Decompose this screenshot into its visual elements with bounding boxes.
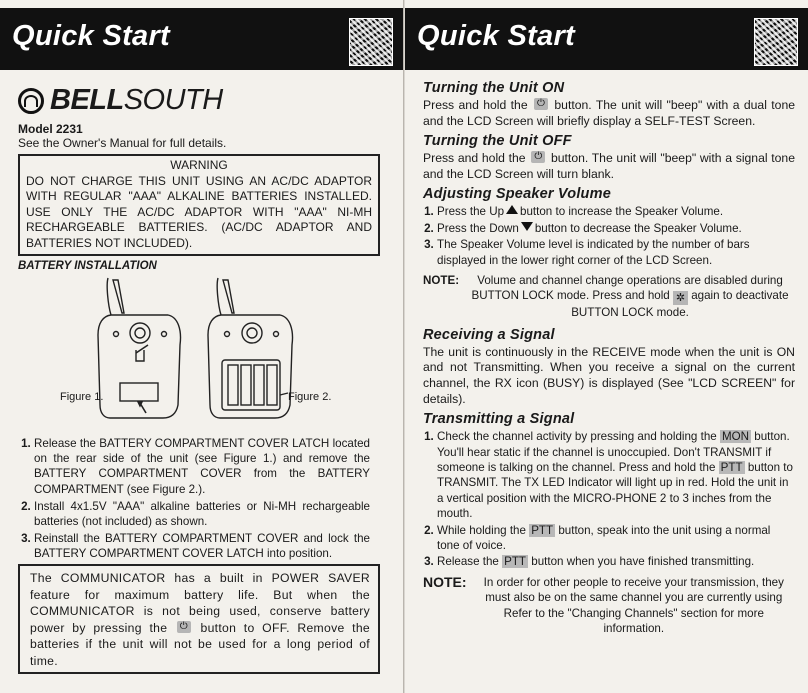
volume-step-1-text-a: Press the Up [437, 205, 505, 219]
power-saver-text-2: button to OFF. Remove the batteries if the unit will not be used for a long period of time. [30, 620, 371, 668]
figure2-label: Figure 2. [288, 391, 332, 403]
receiving-text: The unit is continuously in the RECEIVE mode when the unit is ON and not Transmitting. When you receive a signal on the current channel, the RX icon (BUSY) is displayed (See "LCD SCREEN" for details). [423, 344, 795, 406]
transmit-step-2 [437, 523, 795, 554]
note-body-text-1: Volume and channel change operations are disabled during BUTTON LOCK mode. Press and hold [471, 274, 783, 303]
left-banner-title: Quick Start [12, 20, 171, 52]
turning-on-text-2: button. The unit will "beep" with a dual tone and the LCD Screen will briefly display a SELF-TEST Screen. [423, 98, 796, 128]
tx3-text-b: button when you have finished transmitting. [531, 555, 755, 569]
note-label: NOTE: [423, 274, 460, 287]
right-content [423, 80, 795, 642]
battery-step-1: 1. Release the BATTERY COMPARTMENT COVER LATCH located on the rear side of the unit (see Figure 1.) and remove the BATTERY COMPARTMENT COVER from the BATTERY COMPARTMENT (see Figure 2.). [34, 436, 370, 497]
channel-note-body: In order for other people to receive your transmission, they must also be on the same channel you are currently using Refer to the "Changing Channels" section for more information. [483, 575, 784, 636]
channel-note [423, 575, 795, 637]
left-banner [0, 8, 403, 70]
note-body [465, 273, 795, 321]
turning-on-text [423, 98, 795, 129]
tx2-text-a: While holding the [437, 523, 526, 537]
battery-step-3: 3. Reinstall the BATTERY COMPARTMENT COVER and lock the BATTERY COMPARTMENT COVER LATCH into position. [34, 531, 370, 561]
volume-step-1-text-b: button to increase the Speaker Volume. [520, 205, 724, 219]
right-page [405, 0, 808, 693]
turning-off-text [423, 151, 795, 182]
mon-button-label: MON [721, 430, 750, 444]
tx1-text-b: button. You'll hear static if the channel is unoccupied. Don't TRANSMIT if someone is talking on the channel. Press and hold the [437, 430, 790, 474]
pattern-graphic [349, 18, 393, 66]
power-button-icon [177, 621, 191, 633]
brand-regular: SOUTH [123, 84, 223, 116]
figure1-label: Figure 1. [60, 391, 104, 403]
see-manual-text: See the Owner's Manual for full details. [18, 136, 227, 150]
battery-step-2: 2. Install 4x1.5V "AAA" alkaline batteries or Ni-MH rechargeable batteries (not included) as shown. [34, 499, 370, 529]
transmit-step-1 [437, 429, 795, 521]
transmit-step-3 [437, 554, 795, 569]
battery-installation-heading: BATTERY INSTALLATION [18, 260, 157, 272]
volume-step-1 [437, 204, 795, 219]
up-arrow-icon [506, 205, 518, 214]
volume-heading: Adjusting Speaker Volume [423, 186, 611, 203]
volume-steps [423, 204, 795, 268]
ptt-button-label: PTT [531, 523, 554, 537]
tx1-text-c: button to TRANSMIT. The TX LED Indicator will light up in red. Hold the unit in a vertical position with the MICRO-PHONE 2 to 3 inches from the mouth. [437, 461, 793, 521]
right-banner [405, 8, 808, 70]
battery-steps [18, 436, 370, 564]
bellsouth-logo [18, 84, 223, 117]
volume-step-2-text-a: Press the Down [437, 221, 519, 235]
volume-step-2-text-b: button to decrease the Speaker Volume. [534, 221, 742, 235]
warning-text: DO NOT CHARGE THIS UNIT USING AN AC/DC ADAPTOR WITH REGULAR "AAA" ALKALINE BATTERIES INSTALLED. USE ONLY THE AC/DC ADAPTOR WITH "AAA" NI-MH RECHARGEABLE BATTERIES. (AC/DC ADAPTOR AND BATTERIES NOT INCLUDED). [26, 173, 372, 250]
power-button-icon [534, 98, 548, 110]
warning-box [18, 154, 380, 256]
power-button-icon [531, 151, 545, 163]
tx2-text-b: button, speak into the unit using a normal tone of voice. [437, 523, 771, 553]
turning-on-heading: Turning the Unit ON [423, 80, 565, 96]
volume-step-2 [437, 221, 795, 236]
tx3-text-a: Release the [437, 555, 499, 569]
transmit-steps [423, 429, 795, 570]
bell-logo-icon [18, 88, 44, 114]
turning-off-text-1: Press and hold the [423, 151, 526, 166]
power-saver-text-1: The COMMUNICATOR has a built in POWER SAVER feature for maximum battery life. But when the COMMUNICATOR is not being used, conserve battery power by pressing the [30, 571, 370, 635]
battery-figures [18, 275, 383, 430]
lock-key-icon: ✲ [673, 291, 688, 305]
down-arrow-icon [521, 222, 533, 231]
receiving-heading: Receiving a Signal [423, 326, 555, 343]
right-banner-title: Quick Start [417, 20, 576, 52]
volume-step-3: 3. The Speaker Volume level is indicated by the number of bars displayed in the lower right corner of the LCD Screen. [437, 237, 795, 268]
power-saver-box [18, 564, 380, 674]
ptt-button-label: PTT [504, 555, 527, 569]
note-body-text-2: again to deactivate BUTTON LOCK mode. [571, 289, 789, 320]
tx1-text-a: Check the channel activity by pressing and holding the [437, 430, 717, 444]
turning-off-text-2: button. The unit will "beep" with a signal tone and the LCD Screen will turn blank. [423, 151, 795, 181]
turning-off-heading: Turning the Unit OFF [423, 133, 572, 150]
volume-note [423, 273, 795, 321]
turning-on-text-1: Press and hold the [423, 98, 528, 112]
warning-title: WARNING [170, 158, 228, 172]
transmitting-heading: Transmitting a Signal [423, 411, 575, 428]
ptt-button-label: PTT [720, 461, 743, 474]
model-number: Model 2231 [18, 122, 83, 136]
note-label: NOTE: [423, 573, 467, 590]
battery-illustration [18, 275, 383, 430]
brand-bold: BELL [50, 84, 124, 116]
pattern-graphic [754, 18, 798, 66]
